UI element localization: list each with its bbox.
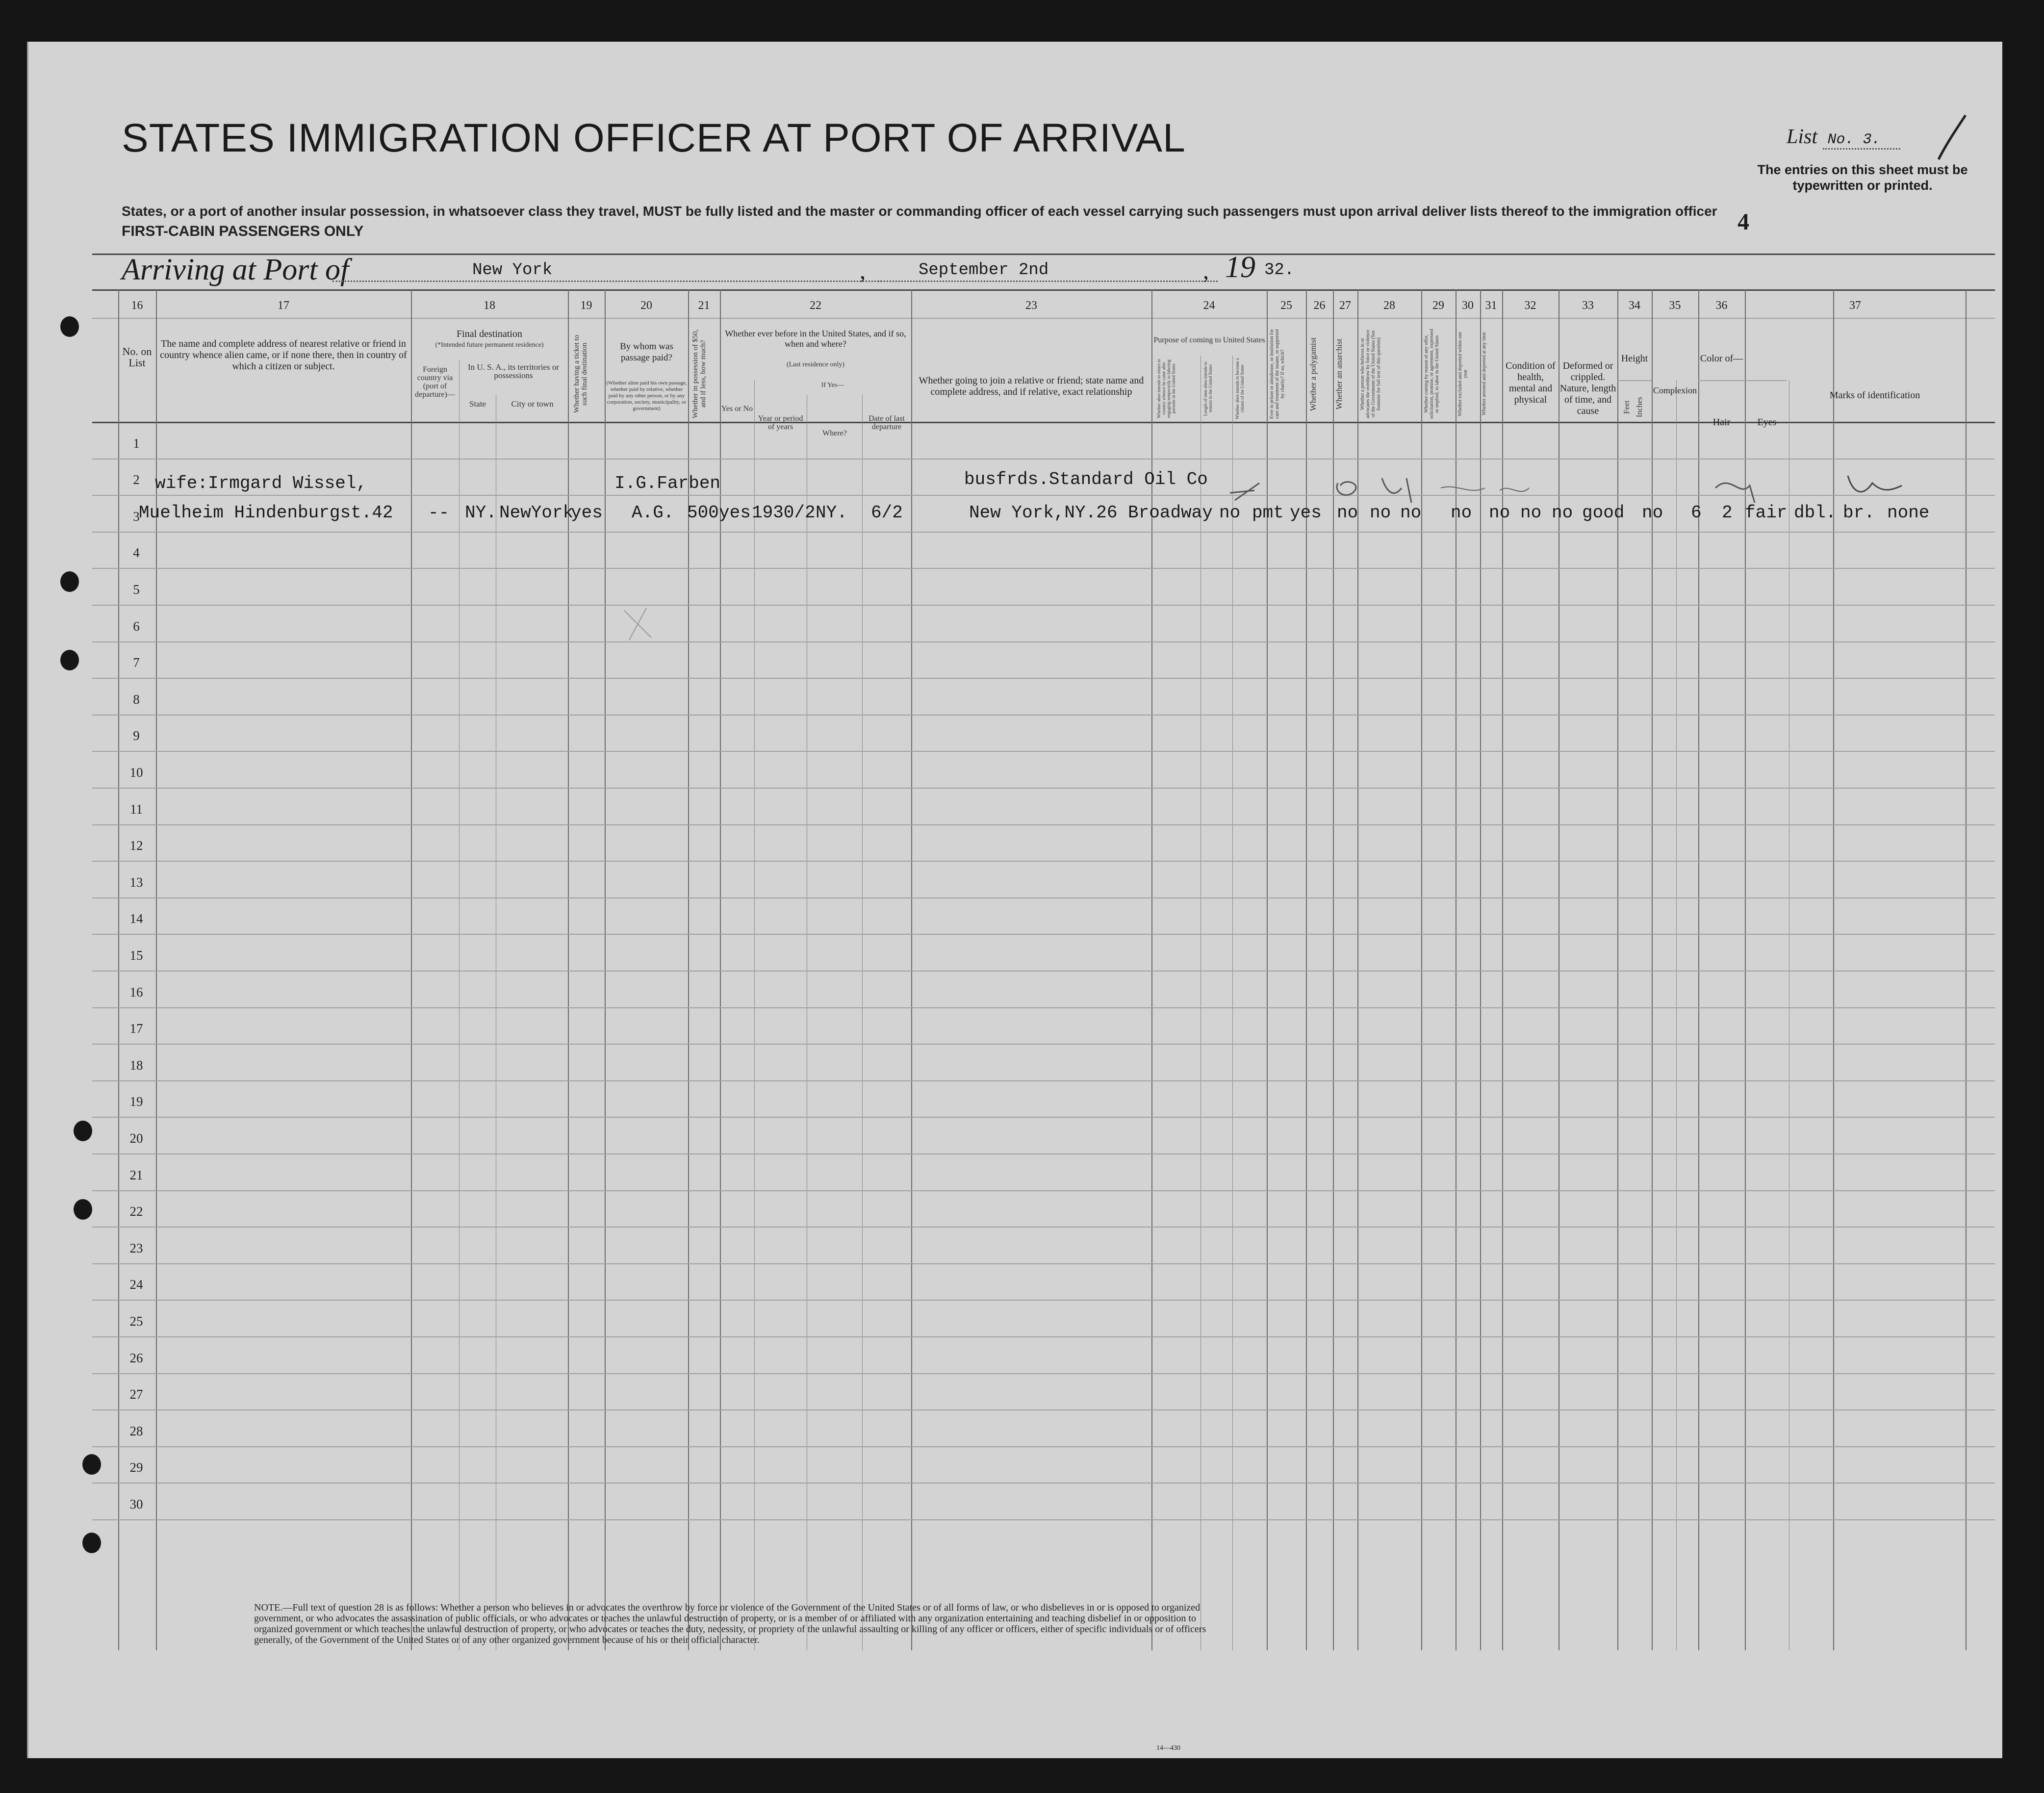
labor-offer-value: no	[1489, 503, 1510, 523]
header-passage-note: (Whether alien paid his own passage, whether paid by relative, whether paid by any other person, or by any corporation, society, municipality, or government)	[606, 380, 687, 411]
year-value: 1930/2	[752, 503, 816, 523]
header-deformed: Deformed or crippled. Nature, length of time, and cause	[1559, 360, 1616, 416]
handwritten-annotation-icon	[1225, 463, 1921, 517]
row-number: 26	[129, 1351, 143, 1365]
row-number: 1	[133, 436, 140, 451]
become-citizen-value: yes	[1290, 503, 1322, 523]
col-line	[459, 360, 460, 1650]
header-state: State	[469, 399, 486, 409]
overthrow-value: no	[1451, 503, 1472, 523]
anarchist-value: no	[1400, 503, 1422, 523]
row-number: 10	[129, 765, 143, 780]
page-title: STATES IMMIGRATION OFFICER AT PORT OF ARRIVAL	[122, 116, 1186, 160]
binder-hole-icon	[82, 1454, 101, 1475]
colnum-18: 18	[484, 299, 495, 312]
header-ticket: Whether having a ticket to such final destination	[573, 334, 588, 413]
join-line-1: busfrds.Standard Oil Co	[964, 469, 1208, 489]
row-number: 20	[129, 1131, 143, 1146]
instruction-line: States, or a port of another insular possession, in whatsoever class they travel, MUST be fully listed and the master or commanding officer of each vessel carrying such passengers must upon arrival deliver lists thereof to the immigration officer	[122, 204, 1717, 219]
header-city: City or town	[511, 399, 554, 409]
row-number: 30	[129, 1497, 143, 1511]
comma-2: ,	[1203, 258, 1209, 284]
header-top-rule	[92, 289, 1995, 291]
row-rule	[92, 459, 1995, 460]
top-rule	[92, 254, 1995, 255]
row-number: 23	[129, 1241, 143, 1255]
complexion-value: fair	[1745, 503, 1788, 523]
form-code: 14—430	[1156, 1744, 1180, 1752]
row-rule	[92, 1373, 1995, 1374]
header-date-departure: Date of last departure	[869, 414, 905, 431]
row-rule	[92, 1519, 1995, 1520]
header-no-on-list: No. on List	[122, 345, 152, 369]
header-purpose-citizen: Whether alien intends to become a citizen of the United States	[1235, 358, 1245, 419]
binder-hole-icon	[74, 1121, 92, 1141]
colnum-28: 28	[1383, 299, 1395, 312]
colnum-29: 29	[1432, 299, 1444, 312]
row-rule	[92, 861, 1995, 862]
colnum-23: 23	[1025, 299, 1037, 312]
colnum-21: 21	[698, 299, 710, 312]
date-departure-value: 6/2	[871, 503, 903, 523]
colnum-34: 34	[1629, 299, 1640, 312]
row-rule	[92, 824, 1995, 825]
row-number: 14	[129, 911, 143, 926]
header-labor-offer: Whether coming by reason of any offer, solicitation, promise, or agreement, expressed or implied, to labor in the United States	[1424, 329, 1440, 419]
prison-value: no	[1337, 503, 1358, 523]
row-rule	[92, 1227, 1995, 1228]
port-value: New York	[472, 261, 553, 280]
header-before-note: (Last residence only)	[786, 361, 845, 368]
row-number: 9	[133, 728, 140, 743]
colnum-rule	[92, 318, 1995, 319]
row-number: 15	[129, 948, 143, 963]
header-where: Where?	[822, 429, 847, 437]
header-height: Height	[1621, 353, 1648, 364]
row-rule	[92, 1483, 1995, 1484]
header-join-relative: Whether going to join a relative or friend; state name and complete address, and if relative, exact relationship	[919, 375, 1144, 397]
row-number: 13	[129, 875, 143, 890]
arrested-value: no	[1552, 503, 1573, 523]
col-line	[1676, 380, 1677, 1650]
colnum-19: 19	[580, 299, 592, 312]
colnum-31: 31	[1485, 299, 1497, 312]
ticket-value: yes	[571, 503, 603, 523]
header-excluded: Whether excluded and deported within one year	[1457, 332, 1468, 416]
height-rule	[1617, 380, 1652, 381]
row-rule	[92, 788, 1995, 789]
row-number: 22	[129, 1204, 143, 1219]
header-year: Year or period of years	[758, 414, 803, 431]
row-rule	[92, 1300, 1995, 1301]
row-number: 11	[130, 802, 143, 817]
feet-value: 6	[1691, 503, 1702, 523]
row-rule	[92, 1080, 1995, 1081]
colnum-36: 36	[1715, 299, 1728, 312]
header-before-us: Whether ever before in the United States, and if so, when and where?	[725, 329, 906, 349]
row-number: 6	[133, 619, 140, 634]
row-number: 21	[129, 1168, 143, 1182]
row-number: 19	[129, 1094, 143, 1109]
length-stay-value: pmt	[1252, 503, 1284, 523]
list-number: No. 3.	[1823, 131, 1900, 150]
header-relative: The name and complete address of nearest relative or friend in country whence alien came, or if none there, then in country of which a citizen or subject.	[160, 338, 407, 372]
row-rule	[92, 1153, 1995, 1154]
header-purpose-length: Length of time alien intends to remain in the United States	[1203, 361, 1213, 416]
header-color-of: Color of—	[1700, 353, 1743, 364]
eyes-value: br.	[1843, 503, 1875, 523]
header-health: Condition of health, mental and physical	[1506, 360, 1556, 405]
header-eyes: Eyes	[1757, 417, 1777, 428]
join-line-2: New York,NY.26 Broadway	[969, 503, 1213, 523]
row-number: 17	[129, 1021, 143, 1036]
deformed-value: no	[1642, 503, 1663, 523]
header-anarchist: Whether an anarchist	[1334, 338, 1344, 410]
paid-by-line-1: I.G.Farben	[614, 473, 721, 493]
colnum-25: 25	[1280, 299, 1292, 312]
row-rule	[92, 1446, 1995, 1447]
row-number: 3	[133, 509, 140, 524]
row-rule	[92, 568, 1995, 569]
header-money: Whether in possession of $50, and if less, how much?	[691, 329, 707, 419]
header-hair: Hair	[1712, 417, 1731, 428]
row-number: 8	[133, 692, 140, 707]
header-inches: Inches	[1635, 397, 1644, 417]
row-number: 16	[129, 985, 143, 999]
row-rule	[92, 1044, 1995, 1045]
state-value: NY.	[465, 503, 497, 523]
colnum-26: 26	[1313, 299, 1326, 312]
row-rule	[92, 897, 1995, 898]
col-line	[862, 395, 863, 1650]
arriving-label: Arriving at Port of	[122, 253, 349, 286]
header-purpose-return: Whether alien intends to return to country whence he came after engaging temporarily in laboring pursuits in the United States	[1156, 359, 1176, 419]
colnum-30: 30	[1462, 299, 1474, 312]
year-prefix: 19	[1225, 251, 1255, 284]
header-feet: Feet	[1623, 400, 1631, 414]
relative-line-2: Muelheim Hindenburgst.42	[139, 503, 393, 523]
manifest-sheet	[27, 42, 2002, 1758]
header-arrested: Whether arrested and deported at any time	[1482, 332, 1487, 416]
color-rule	[1698, 380, 1787, 381]
hair-value: dbl.	[1794, 503, 1837, 523]
binder-hole-icon	[60, 571, 79, 592]
colnum-22: 22	[810, 299, 821, 312]
colnum-17: 17	[278, 299, 289, 312]
port-dotline	[332, 281, 882, 282]
row-rule	[92, 1117, 1995, 1118]
binder-hole-icon	[60, 650, 79, 670]
health-value: good	[1582, 503, 1625, 523]
row-rule	[92, 751, 1995, 752]
header-final-destination: Final destination	[457, 329, 522, 339]
binder-hole-icon	[82, 1533, 101, 1553]
colnum-35: 35	[1669, 299, 1681, 312]
row-rule	[92, 641, 1995, 642]
year-suffix: 32.	[1264, 261, 1295, 280]
polygamist-value: no	[1370, 503, 1391, 523]
colnum-32: 32	[1524, 299, 1536, 312]
header-complexion: Complexion	[1653, 385, 1697, 395]
header-yes-no: Yes or No	[721, 405, 753, 413]
where-value: NY.	[816, 503, 847, 523]
colnum-16: 16	[131, 299, 143, 312]
row-rule	[92, 1007, 1995, 1008]
city-value: NewYork	[499, 503, 574, 523]
row-rule	[92, 1336, 1995, 1337]
sheet-number: 4	[1737, 209, 1749, 235]
header-marks: Marks of identification	[1829, 390, 1920, 401]
colnum-33: 33	[1582, 299, 1594, 312]
list-label: List	[1787, 126, 1818, 148]
row-number: 27	[129, 1387, 143, 1402]
purpose-return-value: no	[1219, 503, 1241, 523]
row-rule	[92, 1263, 1995, 1264]
header-foreign-via: Foreign country via (port of departure)—	[415, 365, 455, 399]
row-rule	[92, 1190, 1995, 1191]
marks-value: none	[1887, 503, 1930, 523]
colnum-24: 24	[1203, 299, 1215, 312]
header-passage-paid: By whom was passage paid?	[620, 341, 673, 363]
header-prison: Ever in prison or almshouse, or institution for care and treatment of the insane, or supported by charity? If so, which?	[1269, 329, 1285, 419]
row-rule	[92, 532, 1995, 533]
list-number-line	[1787, 125, 1900, 149]
colnum-37: 37	[1849, 299, 1861, 312]
row-rule	[92, 934, 1995, 935]
row-rule	[92, 678, 1995, 679]
pencil-mark-icon	[617, 601, 661, 645]
date-dotline	[874, 281, 1218, 282]
row-number: 18	[129, 1058, 143, 1073]
inches-value: 2	[1722, 503, 1733, 523]
comma-1: ,	[860, 258, 866, 284]
row-number: 12	[129, 838, 143, 853]
col-line	[754, 380, 755, 1650]
header-final-destination-note: (*Intended future permanent residence)	[435, 341, 544, 349]
cabin-class: FIRST-CABIN PASSENGERS ONLY	[122, 223, 364, 239]
row-number: 4	[133, 545, 140, 560]
entries-note: The entries on this sheet must be typewritten or printed.	[1757, 162, 1968, 193]
row-rule	[92, 1409, 1995, 1410]
row-number: 24	[129, 1277, 143, 1292]
row-number: 29	[129, 1460, 143, 1475]
before-yes-value: yes	[719, 503, 751, 523]
row-number: 2	[133, 472, 140, 487]
footer-note: NOTE.—Full text of question 28 is as follows: Whether a person who believes in or advocates the overthrow by force or violence of the Government of the United States or of all forms of law, or who disbelieves in or is opposed to organized government, or who advocates the assassination of public officials, or who advocates or teaches the unlawful destruction of property, or is a member of or affiliated with any organization entertaining and teaching disbelief in or opposition to organized government or which teaches the unlawful destruction of property, or who advocates or teaches the duty, necessity, or propriety of the unlawful assaulting or killing of any officer or officers, either of specific individuals or of officers generally, of the Government of the United States or of any other organized government because of his or their official character.	[254, 1602, 1206, 1645]
row-number: 25	[129, 1314, 143, 1329]
row-number: 28	[129, 1424, 143, 1438]
row-rule	[92, 715, 1995, 716]
header-purpose: Purpose of coming to United States	[1153, 336, 1265, 344]
colnum-20: 20	[640, 299, 652, 312]
row-number: 5	[133, 582, 140, 597]
header-overthrow: Whether a person who believes in or advocates the overthrow by force or violence of the Government of the United States (See footnote for full text of this question)	[1360, 330, 1381, 418]
relative-line-1: wife:Irmgard Wissel,	[155, 473, 367, 493]
foreign-via-value: --	[428, 503, 450, 523]
excluded-value: no	[1520, 503, 1542, 523]
binder-hole-icon	[60, 316, 79, 337]
header-polygamist: Whether a polygamist	[1308, 337, 1318, 411]
paid-by-line-2: A.G.	[632, 503, 674, 523]
header-if-yes: If Yes—	[821, 382, 844, 389]
header-usa: In U. S. A., its territories or possessions	[467, 362, 560, 380]
row-rule	[92, 605, 1995, 606]
row-number: 7	[133, 655, 140, 670]
handwritten-mark-icon	[1916, 110, 1975, 164]
colnum-27: 27	[1339, 299, 1351, 312]
row-rule	[92, 971, 1995, 972]
date-value: September 2nd	[919, 261, 1049, 280]
col-line	[1232, 356, 1233, 1650]
binder-hole-icon	[74, 1199, 92, 1220]
money-value: 500	[687, 503, 719, 523]
